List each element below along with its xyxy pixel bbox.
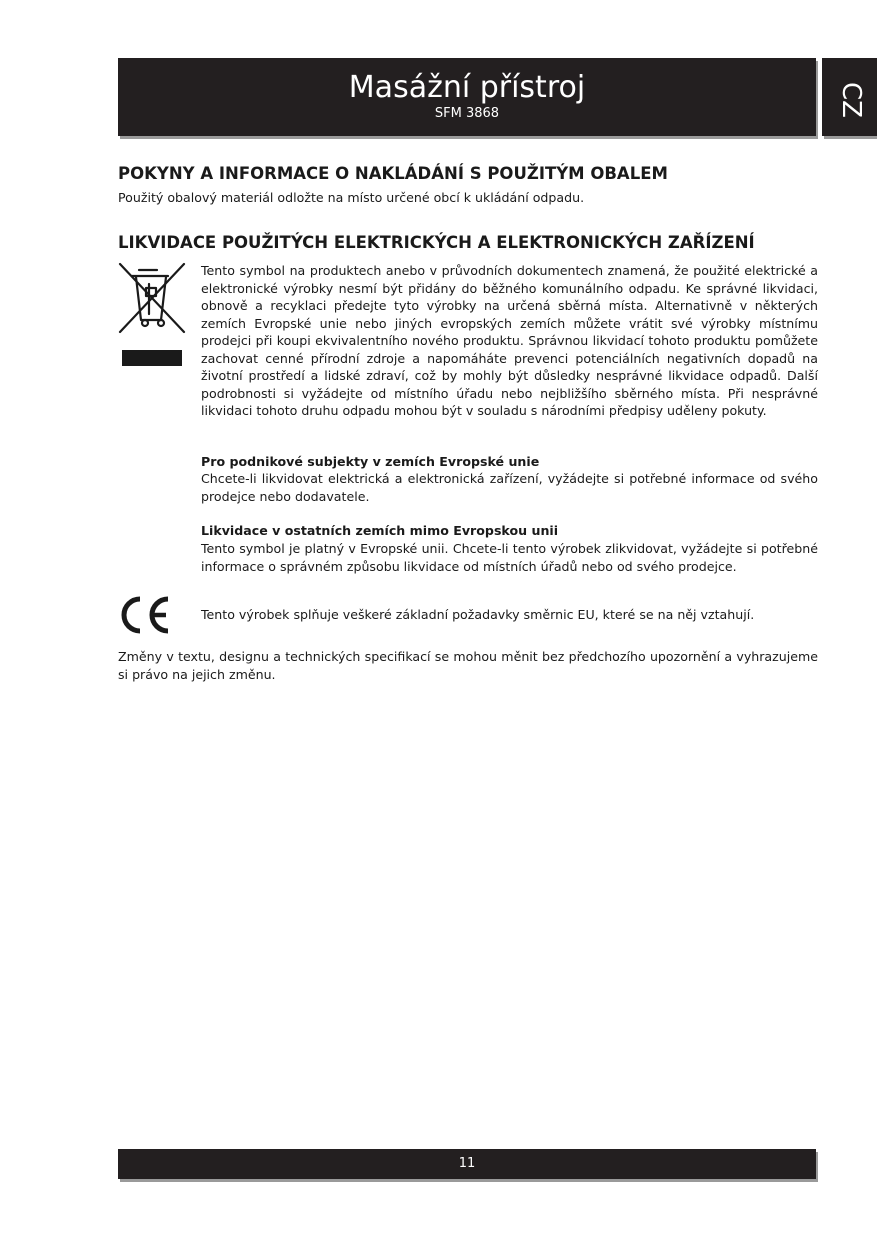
notice-text: Změny v textu, designu a technických specifikací se mohou měnit bez předchozího upozornění a vyhrazujeme si právo na jejich změnu. xyxy=(118,649,818,682)
language-tab xyxy=(822,58,877,136)
language-code: CZ xyxy=(836,82,866,118)
business-text: Chcete-li likvidovat elektrická a elektronická zařízení, vyžádejte si potřebné informace od svého prodejce nebo dodavatele. xyxy=(201,471,818,504)
ce-mark-icon xyxy=(118,596,172,634)
model-number: SFM 3868 xyxy=(434,106,500,121)
weee-crossed-bin-icon xyxy=(117,262,187,368)
business-heading: Pro podnikové subjekty v zemích Evropské unie xyxy=(201,454,540,469)
outside-eu-text: Tento symbol je platný v Evropské unii. Chcete-li tento výrobek zlikvidovat, vyžádejte si potřebné informace o správném způsobu likvidace od místních úřadů nebo od svého prodejce. xyxy=(201,541,818,574)
packaging-text: Použitý obalový materiál odložte na místo určené obcí k ukládání odpadu. xyxy=(118,190,585,205)
packaging-heading: POKYNY A INFORMACE O NAKLÁDÁNÍ S POUŽITÝM OBALEM xyxy=(118,164,668,183)
header-bar xyxy=(118,58,816,136)
page-number: 11 xyxy=(458,1156,476,1171)
footer-bar xyxy=(118,1149,816,1179)
disposal-text: Tento symbol na produktech anebo v průvodních dokumentech znamená, že použité elektrické a elektronické výrobky nesmí být přidány do běžného komunálního odpadu. Ke správné likvidaci, obnově a recyklaci předejte tyto výrobky na určená sběrná místa. Alternativně v některých zemích Evropské unie nebo jiných evropských zemích můžete vrátit své výrobky místnímu prodejci při koupi ekvivalentního nového produktu. Správnou likvidací tohoto produktu pomůžete zachovat cenné přírodní zdroje a napomáháte prevenci potenciálních negativních dopadů na životní prostředí a lidské zdraví, což by mohly být důsledky nesprávné likvidace odpadů. Další podrobnosti si vyžádejte od místního úřadu nebo nejbližšího sběrného místa. Při nesprávné likvidaci tohoto druhu odpadu mohou být v souladu s národními předpisy uděleny pokuty. xyxy=(201,263,818,418)
page-title: Masážní přístroj xyxy=(348,70,586,105)
ce-text: Tento výrobek splňuje veškeré základní požadavky směrnic EU, které se na něj vztahují. xyxy=(201,607,755,622)
outside-eu-heading: Likvidace v ostatních zemích mimo Evropskou unii xyxy=(201,523,559,538)
disposal-heading: LIKVIDACE POUŽITÝCH ELEKTRICKÝCH A ELEKTRONICKÝCH ZAŘÍZENÍ xyxy=(118,233,755,252)
